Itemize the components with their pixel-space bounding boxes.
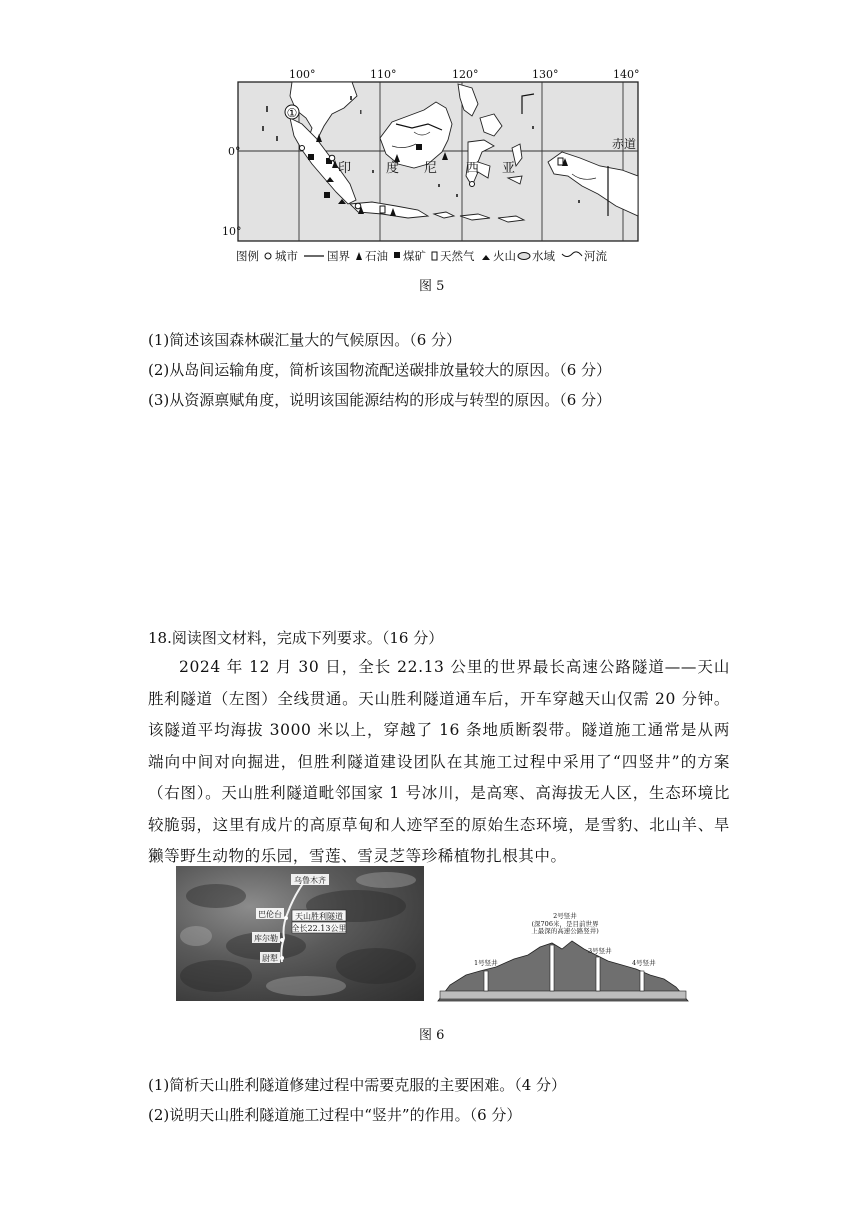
- lat-label-10: 10°: [222, 225, 242, 238]
- q18-item-2: (2)说明天山胜利隧道施工过程中“竖井”的作用。（6 分）: [148, 1106, 522, 1124]
- country-char-1: 印: [338, 161, 352, 176]
- marker-number: ①: [286, 106, 298, 120]
- profile-shaft2-block: [520, 913, 610, 936]
- photo-label-tunnel-length: 全长22.13公里: [291, 924, 347, 933]
- profile-svg: [436, 935, 690, 1007]
- country-char-3: 尼: [424, 161, 438, 176]
- figure-6-photo: [176, 866, 424, 1001]
- map-svg: [222, 66, 644, 266]
- country-char-5: 亚: [502, 161, 516, 176]
- country-char-2: 度: [386, 161, 400, 176]
- profile-shaft4: 4号竖井: [632, 959, 656, 967]
- profile-shaft2-note2: 上最深的高速公路竖井): [531, 927, 599, 935]
- lon-label-110: 110°: [370, 68, 397, 81]
- photo-label-tunnel-name: 天山胜利隧道: [295, 912, 343, 921]
- q18-item-1: (1)简析天山胜利隧道修建过程中需要克服的主要困难。（4 分）: [148, 1076, 567, 1094]
- photo-label-city-top: 乌鲁木齐: [294, 876, 326, 885]
- profile-shaft2-label: 2号竖井: [553, 912, 577, 920]
- figure-5-map: [222, 66, 644, 266]
- lon-label-140: 140°: [613, 68, 640, 81]
- country-char-4: 西: [466, 161, 480, 176]
- q18-paragraph-text: 2024 年 12 月 30 日，全长 22.13 公里的世界最长高速公路隧道——天山胜利隧道（左图）全线贯通。天山胜利隧道通车后，开车穿越天山仅需 20 分钟。该隧道平均海拔 3000 米以上，穿越了 16 条地质断裂带。隧道施工通常是从两端向中间对向掘进，但胜利隧道建设团队在其施工过程中采用了“四竖井”的方案（右图）。天山胜利隧道毗邻国家 1 号冰川，是高寒、高海拔无人区，生态环境比较脆弱，这里有成片的高原草甸和人迹罕至的原始生态环境，是雪豹、北山羊、旱獭等野生动物的乐园，雪莲、雪灵芝等珍稀植物扎根其中。: [148, 658, 730, 865]
- photo-label-place2: 库尔勒: [254, 934, 278, 943]
- figure-6-profile: [436, 935, 690, 1007]
- photo-svg: [176, 866, 424, 1001]
- equator-label: 赤道: [612, 137, 637, 151]
- photo-label-place3: 尉犁: [262, 954, 278, 963]
- lon-label-100: 100°: [289, 68, 316, 81]
- q17-item-3: (3)从资源禀赋角度，说明该国能源结构的形成与转型的原因。（6 分）: [148, 391, 612, 409]
- figure-5-caption: 图 5: [419, 279, 445, 294]
- legend-coal: 煤矿: [403, 249, 426, 263]
- q17-item-1: (1)简述该国森林碳汇量大的气候原因。（6 分）: [148, 331, 462, 349]
- lat-label-0: 0°: [228, 145, 241, 158]
- legend-water: 水域: [532, 249, 555, 263]
- figure-6-caption: 图 6: [419, 1028, 445, 1043]
- legend-city: 城市: [275, 249, 298, 263]
- profile-shaft2-note1: (深706米，是目前世界: [531, 919, 599, 928]
- legend-border: 国界: [327, 249, 350, 263]
- q17-item-2: (2)从岛间运输角度，简析该国物流配送碳排放量较大的原因。（6 分）: [148, 361, 612, 379]
- legend-volcano: 火山: [493, 249, 516, 263]
- legend-oil: 石油: [365, 249, 388, 263]
- lon-label-120: 120°: [452, 68, 479, 81]
- q18-paragraph: [148, 652, 730, 873]
- lon-label-130: 130°: [532, 68, 559, 81]
- legend-river: 河流: [584, 249, 607, 263]
- legend-gas: 天然气: [440, 249, 475, 263]
- legend-prefix: 图例: [236, 249, 259, 263]
- profile-shaft1: 1号竖井: [474, 959, 498, 967]
- profile-shaft3: 3号竖井: [588, 947, 612, 955]
- q18-title: 18.阅读图文材料，完成下列要求。（16 分）: [148, 629, 444, 647]
- photo-label-place1: 巴伦台: [258, 910, 282, 919]
